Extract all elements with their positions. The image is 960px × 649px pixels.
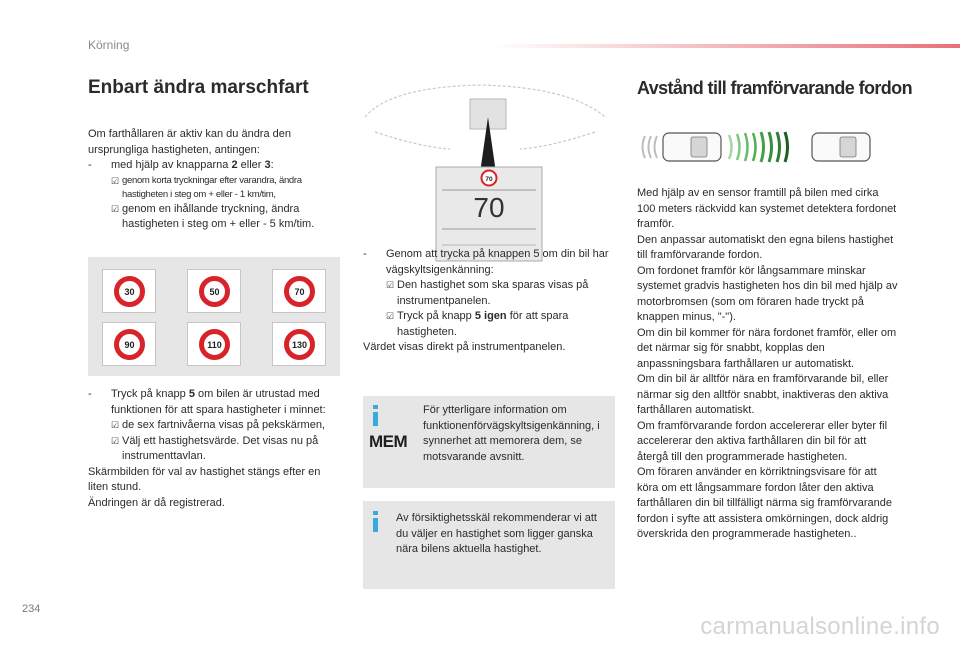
mem-button-badge: MEM [369, 432, 408, 451]
speed-limit-sign: 70 [284, 276, 315, 307]
speed-sign-card [187, 322, 241, 366]
sub-bullet-short-press: ☑ genom korta tryckningar efter varandra, ändra hastigheten i steg om + eller - 1 km/tim, [111, 174, 302, 200]
intro-paragraph: Om farthållaren är aktiv kan du ändra den ursprungliga hastigheten, antingen: [88, 128, 292, 156]
speed-limit-sign: 30 [114, 276, 145, 307]
section-header: Körning [88, 38, 130, 52]
header-accent-bar [490, 44, 960, 48]
memory-speed-text [88, 387, 343, 511]
checkbox-arrow-icon: ☑ [111, 203, 120, 214]
info-icon-stem [373, 518, 378, 532]
distance-paragraph: Om framförvarande fordon accelererar eller byter fil accelererar den aktiva farthållaren din bil för att återgå till den programmerade hastigheten. [637, 419, 888, 463]
distance-paragraph: Om din bil är alltför nära en framförvarande bil, eller närmar sig den alltför snabbt, inaktiveras den aktiva farthållaren automatiskt. [637, 373, 889, 416]
info-icon-stem [373, 412, 378, 426]
instrument-display-illustration [360, 77, 610, 262]
speed-sign-card [272, 322, 326, 366]
checkbox-arrow-icon: ☑ [111, 435, 120, 446]
sub-bullet-speed-displayed: ☑ Den hastighet som ska sparas visas på instrumentpanelen. [363, 278, 613, 309]
info-box-text: Av försiktighetsskäl rekommenderar vi att du väljer en hastighet som ligger ganska nära bilens aktuella hastighet. [396, 512, 597, 555]
dash-marker: - [88, 159, 92, 171]
speed-limit-sign: 90 [114, 329, 145, 360]
display-speed-value: 70 [473, 192, 505, 223]
distance-paragraph: Med hjälp av en sensor framtill på bilen med cirka 100 meters räckvidd kan systemet detektera fordonet framför. [637, 187, 897, 230]
bullet-buttons-2-3 [88, 158, 343, 174]
info-icon [373, 511, 378, 515]
speed-sign-card [102, 269, 156, 313]
distance-paragraph: Om din bil kommer för nära fordonet framför, eller om det närmar sig för snabbt, kopplas den anpassningsbara farthållaren ur automatiskt. [637, 326, 897, 370]
sub-bullet-long-press: ☑ genom en ihållande tryckning, ändra hastigheten i steg om + eller - 5 km/tim. [88, 202, 343, 233]
checkbox-arrow-icon: ☑ [111, 420, 120, 430]
sub-bullet-six-levels: ☑ de sex fartnivåerna visas på pekskärmen, [88, 418, 343, 434]
sign-recognition-text [363, 247, 613, 356]
bullet-button-5 [88, 387, 343, 418]
speed-limit-sign: 110 [199, 329, 230, 360]
bullet-text: Tryck på knapp 5 igen för att spara hastigheten. [397, 310, 569, 338]
speed-sign-card [272, 269, 326, 313]
info-icon [373, 405, 378, 409]
distance-paragraph: Om fordonet framför kör långsammare minskar systemet gradvis hastigheten hos din bil med hjälp av motorbromsen (som om föraren hade tryckt på knappen minus, "-"). [637, 264, 898, 323]
bullet-text: med hjälp av knapparna 2 eller 3: [111, 159, 274, 171]
page-number: 234 [22, 603, 41, 615]
checkbox-arrow-icon: ☑ [386, 280, 395, 290]
info-box-safety [363, 501, 615, 589]
bullet-sign-recognition: - Genom att trycka på knappen 5 om din bil har vägskyltsigenkänning: [363, 247, 613, 278]
closing-text-1: Skärmbilden för val av hastighet stängs efter en liten stund. [88, 465, 321, 493]
distance-text [637, 186, 899, 543]
display-speed-sign: 70 [485, 176, 493, 183]
dash-marker: - [363, 248, 367, 260]
speed-sign-card [187, 269, 241, 313]
speed-limit-sign: 50 [199, 276, 230, 307]
sub-bullet-select-value: ☑ Välj ett hastighetsvärde. Det visas nu på instrumenttavlan. [88, 434, 343, 465]
value-note: Värdet visas direkt på instrumentpanelen. [363, 341, 566, 353]
section-title-change-speed: Enbart ändra marschfart [88, 77, 309, 98]
speed-signs-panel [88, 257, 340, 376]
checkbox-arrow-icon: ☑ [111, 175, 119, 186]
speed-sign-card [102, 322, 156, 366]
speed-limit-sign: 130 [284, 329, 315, 360]
section-title-distance: Avstånd till framförvarande fordon [637, 78, 912, 98]
info-box-text: För ytterligare information om funktionenförvägskyltsigenkänning, i synnerhet att memorera dem, se motsvarande avsnitt. [423, 404, 600, 463]
distance-paragraph: Den anpassar automatiskt den egna bilens hastighet till framförvarande fordon. [637, 233, 894, 261]
watermark: carmanualsonline.info [700, 613, 940, 640]
closing-text-2: Ändringen är då registrerad. [88, 496, 225, 509]
distance-paragraph: Om föraren använder en körriktningsvisare för att köra om ett långsammare fordon låter den aktiva farthållaren din bil tillfälligt närma sig framförvarande fordon i syfte att assistera omkörningen, dock aldrig överskrida den programmerade hastigheten.. [637, 466, 892, 540]
dash-marker: - [88, 388, 92, 400]
vehicle-distance-illustration [637, 128, 902, 166]
checkbox-arrow-icon: ☑ [386, 311, 395, 321]
sub-bullet-press-again [363, 309, 613, 340]
info-box-mem [363, 396, 615, 488]
bullet-text: Tryck på knapp 5 om bilen är utrustad med funktionen för att spara hastigheter i minnet: [111, 388, 326, 416]
change-speed-text [88, 127, 343, 233]
